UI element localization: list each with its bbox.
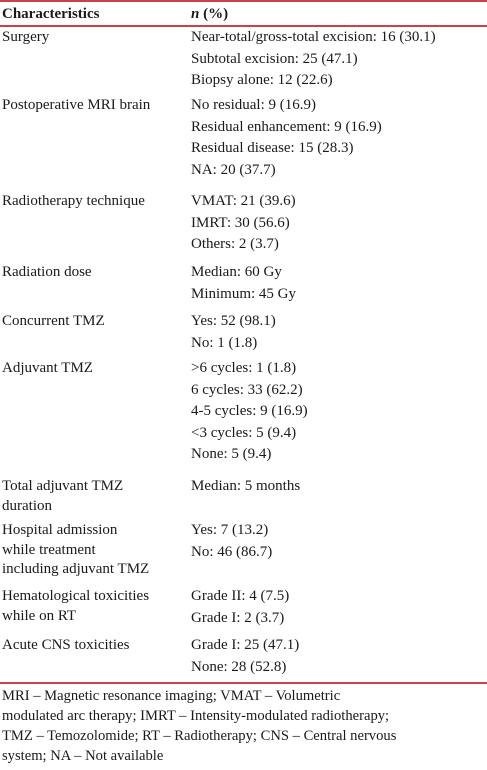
row-value: 6 cycles: 33 (62.2) [191, 381, 303, 398]
row-value: Yes: 52 (98.1) [191, 313, 276, 329]
row-value: No: 1 (1.8) [191, 334, 258, 351]
row-label-line: Radiation dose [2, 264, 92, 280]
row-value: Grade II: 4 (7.5) [191, 588, 290, 604]
row-value: Grade I: 2 (3.7) [191, 609, 285, 626]
header-n-percent [191, 4, 228, 24]
row-value: NA: 20 (37.7) [191, 161, 276, 178]
row-value: IMRT: 30 (56.6) [191, 214, 290, 231]
row-value: Biopsy alone: 12 (22.6) [191, 72, 333, 88]
row-label [2, 263, 187, 283]
row-value: None: 5 (9.4) [191, 446, 272, 462]
row-value: 4-5 cycles: 9 (16.9) [191, 403, 308, 419]
header-rule [0, 25, 487, 27]
row-label [2, 96, 187, 116]
row-label-line: Hematological toxicities [2, 588, 150, 604]
row-label [2, 587, 187, 626]
row-values [191, 192, 487, 257]
row-label-line: Radiotherapy technique [2, 193, 145, 209]
header-percent: (%) [199, 6, 229, 22]
row-value: Median: 60 Gy [191, 264, 282, 280]
row-label [2, 521, 187, 580]
row-label-line: Total adjuvant TMZ [2, 478, 124, 494]
row-label [2, 359, 187, 379]
row-label-line: Acute CNS toxicities [2, 637, 130, 653]
row-values [191, 96, 487, 182]
row-value: Minimum: 45 Gy [191, 285, 297, 302]
row-label [2, 192, 187, 212]
table-top-rule [0, 0, 487, 2]
row-label-line: Concurrent TMZ [2, 313, 105, 329]
row-value: Residual disease: 15 (28.3) [191, 140, 354, 156]
row-value: Yes: 7 (13.2) [191, 522, 269, 538]
row-label-line: while treatment [2, 541, 96, 558]
row-value: Subtotal excision: 25 (47.1) [191, 50, 358, 67]
header-n: n [191, 6, 200, 22]
row-values [191, 312, 487, 355]
row-value: VMAT: 21 (39.6) [191, 193, 296, 209]
row-label-line: Postoperative MRI brain [2, 97, 151, 113]
header-characteristics: Characteristics [2, 6, 100, 22]
row-value: None: 28 (52.8) [191, 658, 287, 675]
footnote-line: TMZ – Temozolomide; RT – Radiotherapy; CNS – Central nervous [2, 728, 397, 744]
row-label-line: Hospital admission [2, 522, 118, 538]
row-label [2, 312, 187, 332]
row-label [2, 477, 187, 516]
footnote-line: system; NA – Not available [2, 748, 164, 764]
row-value: <3 cycles: 5 (9.4) [191, 424, 297, 441]
row-value: Others: 2 (3.7) [191, 236, 279, 252]
row-values [191, 359, 487, 467]
row-value: No: 46 (86.7) [191, 543, 273, 560]
row-value: Residual enhancement: 9 (16.9) [191, 118, 382, 135]
table-footnote [2, 686, 486, 766]
row-values [191, 587, 487, 630]
row-label-line: Adjuvant TMZ [2, 360, 93, 376]
row-label [2, 28, 187, 48]
row-value: Near-total/gross-total excision: 16 (30.1) [191, 29, 436, 45]
row-value: Median: 5 months [191, 478, 301, 494]
row-value: >6 cycles: 1 (1.8) [191, 360, 297, 376]
row-label-line: while on RT [2, 607, 77, 624]
row-values [191, 28, 487, 93]
footnote-line: MRI – Magnetic resonance imaging; VMAT – Volumetric [2, 688, 341, 704]
row-label-line: duration [2, 497, 52, 514]
row-label-line: including adjuvant TMZ [2, 561, 150, 577]
row-label [2, 636, 187, 656]
row-value: Grade I: 25 (47.1) [191, 637, 300, 653]
row-values [191, 636, 487, 679]
table-bottom-rule [0, 682, 487, 684]
row-values [191, 263, 487, 306]
footnote-line: modulated arc therapy; IMRT – Intensity-modulated radiotherapy; [2, 708, 390, 724]
row-label-line: Surgery [2, 29, 50, 45]
row-values [191, 521, 487, 564]
row-values [191, 477, 487, 499]
row-value: No residual: 9 (16.9) [191, 97, 316, 113]
